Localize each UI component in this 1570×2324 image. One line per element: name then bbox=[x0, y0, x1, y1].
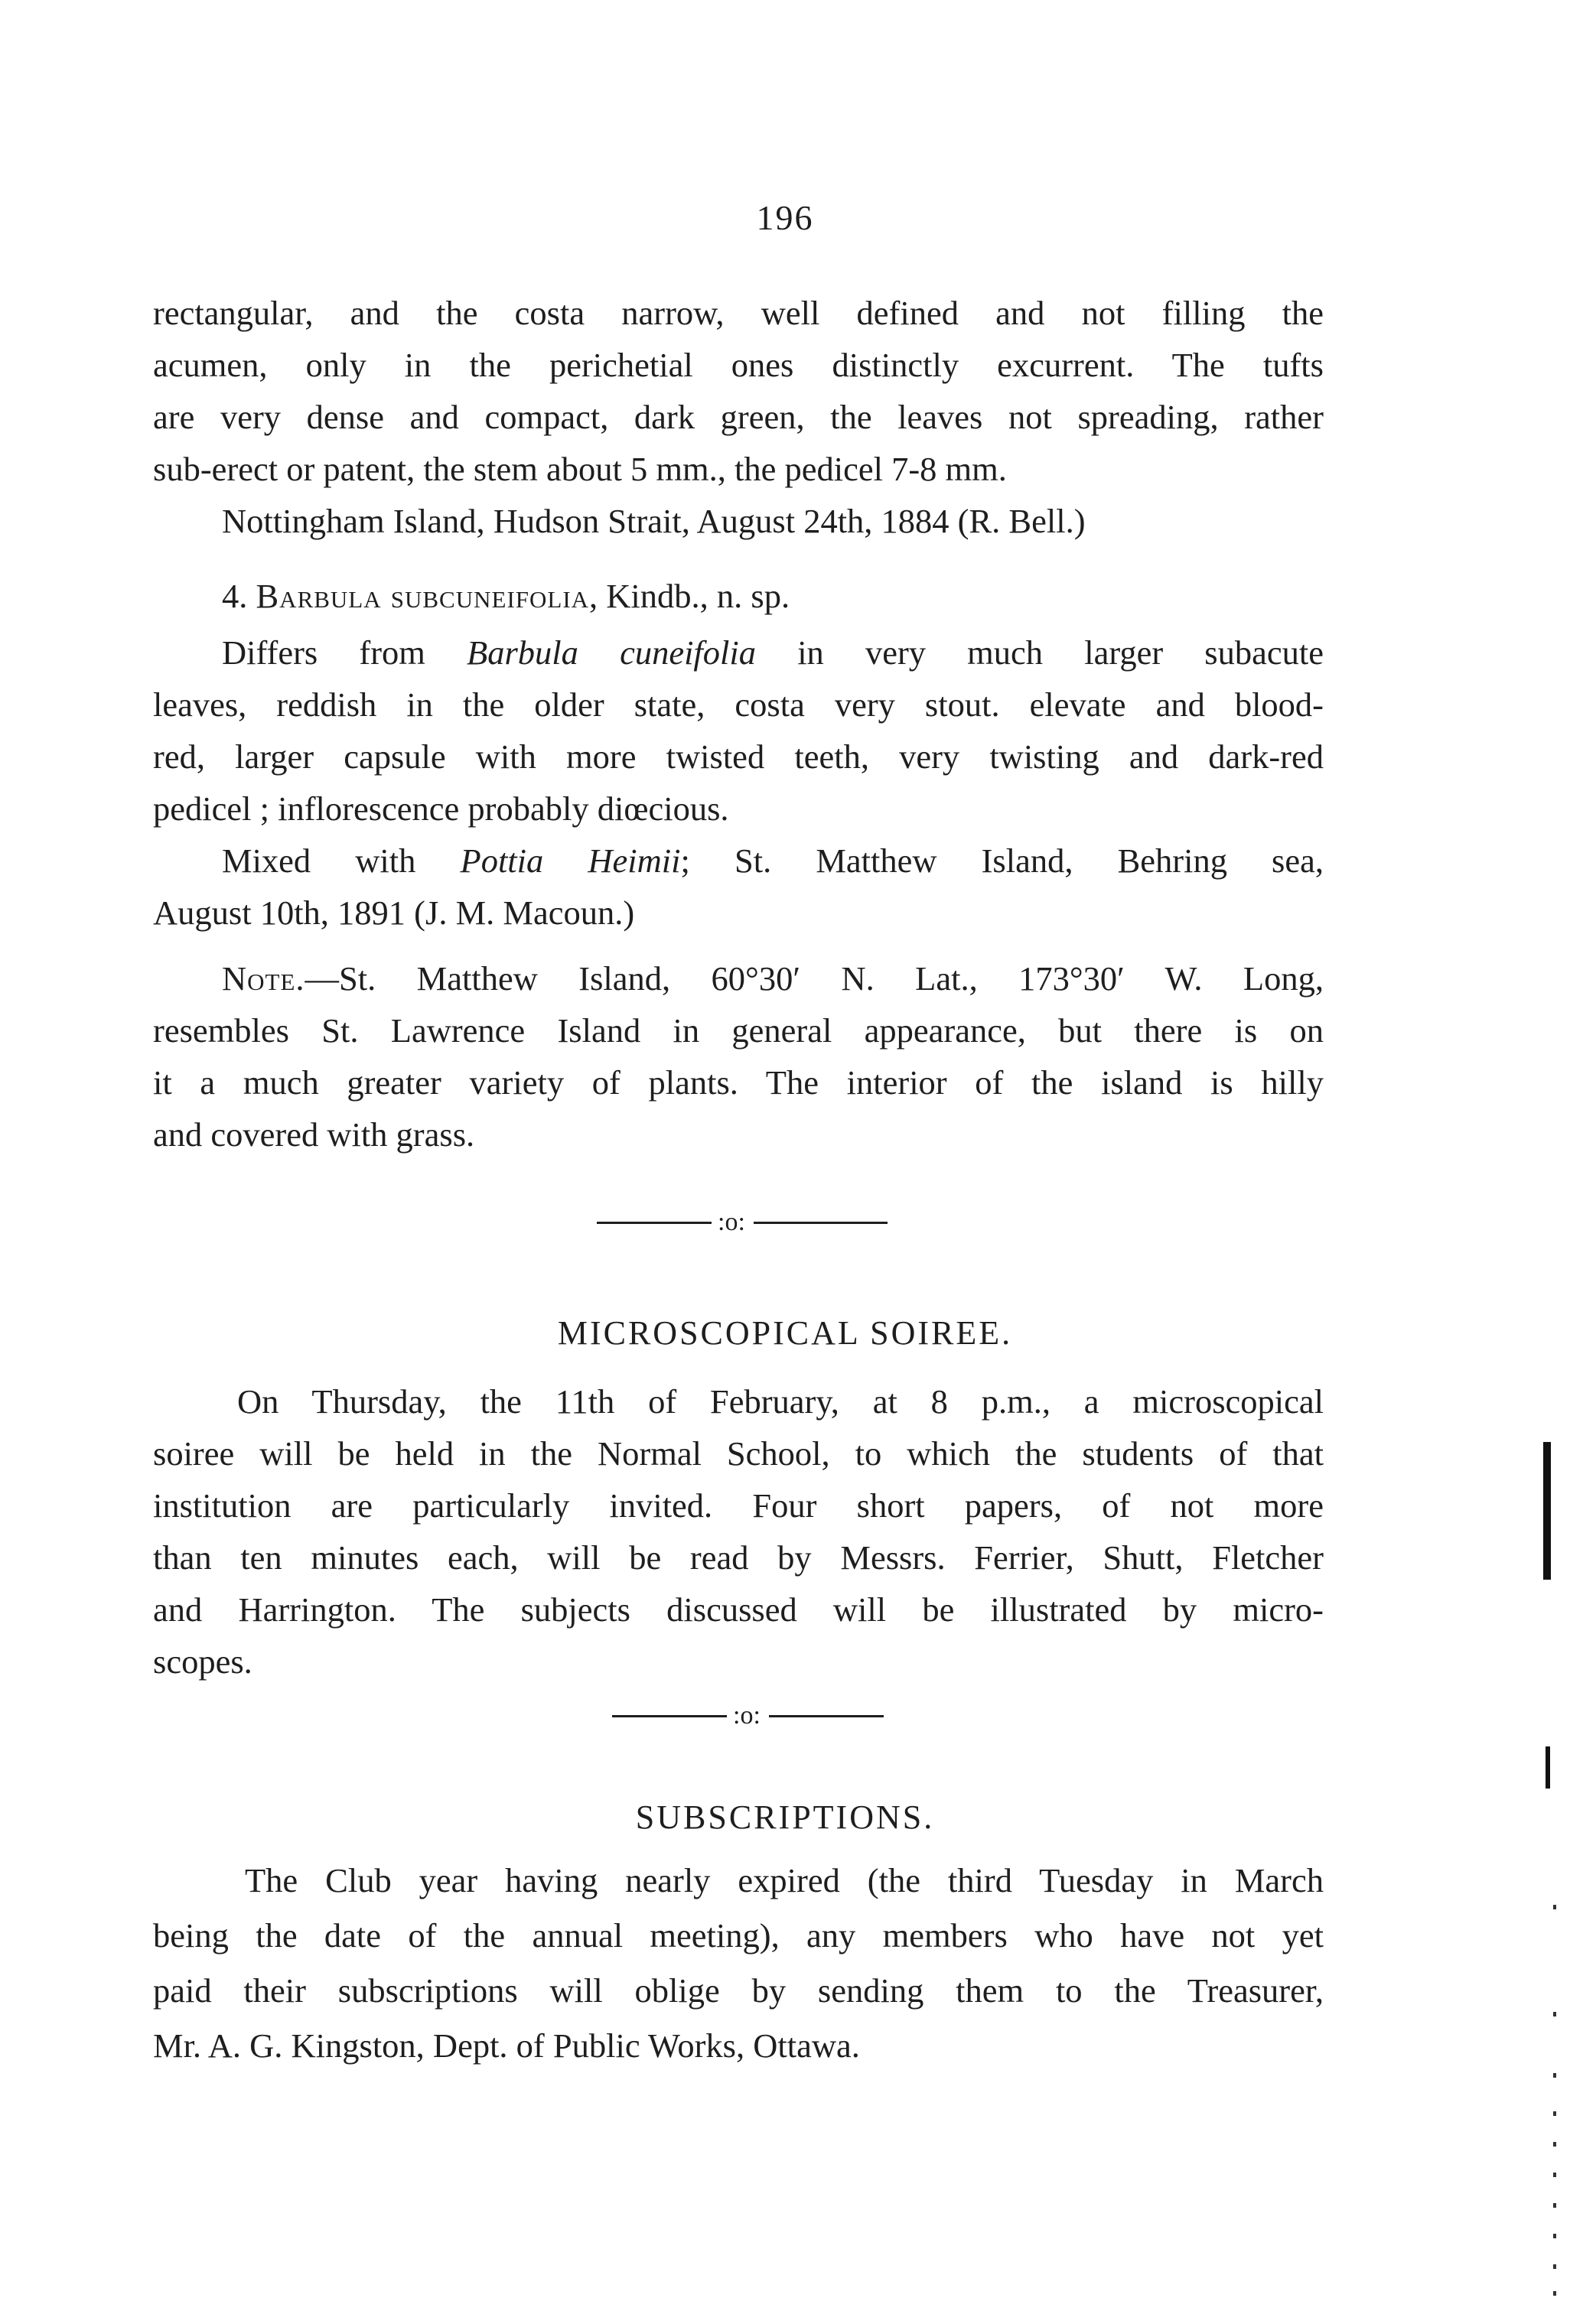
paragraph-line: acumen, only in the perichetial ones distinctly excurrent. The tufts bbox=[153, 346, 1324, 384]
taxon-name: Barbula cuneifolia bbox=[467, 633, 757, 672]
note-label: Note. bbox=[222, 959, 305, 998]
paragraph-line: are very dense and compact, dark green, the leaves not spreading, rather bbox=[153, 398, 1324, 436]
species-name: Barbula subcuneifolia bbox=[256, 577, 590, 615]
scan-edge-mark bbox=[1553, 2142, 1556, 2147]
scan-edge-mark bbox=[1543, 1442, 1551, 1580]
page-number: 196 bbox=[756, 198, 814, 237]
paragraph-line: scopes. bbox=[153, 1642, 252, 1681]
scan-edge-mark bbox=[1546, 1746, 1550, 1789]
note-line: it a much greater variety of plants. The interior of the island is hilly bbox=[153, 1063, 1324, 1102]
section-heading-subscriptions: SUBSCRIPTIONS. bbox=[635, 1798, 935, 1836]
note-line: resembles St. Lawrence Island in general appearance, but there is on bbox=[153, 1011, 1324, 1050]
scan-edge-mark bbox=[1553, 2234, 1556, 2238]
paragraph-line: sub-erect or patent, the stem about 5 mm., the pedicel 7-8 mm. bbox=[153, 450, 1007, 488]
section-heading-soiree: MICROSCOPICAL SOIREE. bbox=[557, 1314, 1013, 1352]
paragraph-line: being the date of the annual meeting), any members who have not yet bbox=[153, 1916, 1324, 1955]
section-divider bbox=[0, 1701, 1570, 1731]
scan-edge-mark bbox=[1553, 2012, 1556, 2016]
section-divider bbox=[0, 1207, 1570, 1238]
paragraph-line: The Club year having nearly expired (the third Tuesday in March bbox=[245, 1861, 1324, 1899]
species-authority: , Kindb., n. sp. bbox=[589, 577, 790, 615]
note-line: and covered with grass. bbox=[153, 1115, 475, 1154]
note-line: Note.—St. Matthew Island, 60°30′ N. Lat., 173°30′ W. Long, bbox=[222, 959, 1324, 998]
paragraph-line: leaves, reddish in the older state, costa very stout. elevate and blood- bbox=[153, 685, 1324, 724]
paragraph-line: rectangular, and the costa narrow, well defined and not filling the bbox=[153, 294, 1324, 332]
paragraph-line: Mixed with Pottia Heimii; St. Matthew Island, Behring sea, bbox=[222, 841, 1324, 880]
locality-line: Nottingham Island, Hudson Strait, August 24th, 1884 (R. Bell.) bbox=[222, 502, 1086, 540]
scan-edge-mark bbox=[1553, 2173, 1556, 2177]
paragraph-line: Mr. A. G. Kingston, Dept. of Public Works, Ottawa. bbox=[153, 2026, 860, 2065]
divider-mark: :o: bbox=[718, 1208, 745, 1236]
paragraph-line: and Harrington. The subjects discussed will be illustrated by micro- bbox=[153, 1590, 1324, 1629]
scan-edge-mark bbox=[1553, 2264, 1556, 2269]
paragraph-line: soiree will be held in the Normal School, to which the students of that bbox=[153, 1434, 1324, 1473]
scan-edge-mark bbox=[1553, 2291, 1556, 2296]
species-number: 4. bbox=[222, 577, 248, 615]
taxon-name: Pottia Heimii bbox=[460, 841, 681, 880]
divider-mark: :o: bbox=[733, 1701, 761, 1730]
scan-edge-mark bbox=[1553, 2073, 1556, 2078]
paragraph-line: August 10th, 1891 (J. M. Macoun.) bbox=[153, 893, 635, 932]
paragraph-line: than ten minutes each, will be read by Messrs. Ferrier, Shutt, Fletcher bbox=[153, 1538, 1324, 1577]
scan-edge-mark bbox=[1553, 1905, 1556, 1909]
paragraph-line: institution are particularly invited. Four short papers, of not more bbox=[153, 1486, 1324, 1525]
scan-edge-mark bbox=[1553, 2203, 1556, 2208]
paragraph-line: pedicel ; inflorescence probably diœcious. bbox=[153, 789, 729, 828]
paragraph-line: Differs from Barbula cuneifolia in very much larger subacute bbox=[222, 633, 1324, 672]
species-heading bbox=[222, 579, 790, 614]
paragraph-line: paid their subscriptions will oblige by sending them to the Treasurer, bbox=[153, 1971, 1324, 2010]
scan-edge-mark bbox=[1553, 2111, 1556, 2116]
paragraph-line: On Thursday, the 11th of February, at 8 p.m., a microscopical bbox=[237, 1382, 1324, 1421]
paragraph-line: red, larger capsule with more twisted teeth, very twisting and dark-red bbox=[153, 737, 1324, 776]
